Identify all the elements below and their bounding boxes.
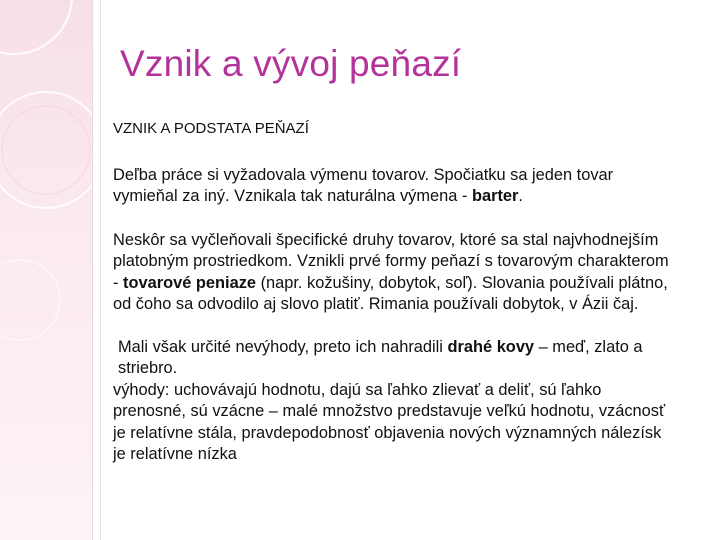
decorative-divider (100, 0, 101, 540)
paragraph-commodity-money (113, 230, 673, 316)
paragraph-text: (napr. kožušiny, dobytok, soľ). Slovania používali plátno, od čoho sa odvodilo aj slovo platiť. Rimania používali dobytok, v Ázii čaj. (113, 273, 668, 313)
paragraph-text: Deľba práce si vyžadovala výmenu tovarov. Spočiatku sa jeden tovar vymieňal za iný. Vznikala tak naturálna výmena - (113, 165, 614, 205)
section-heading: VZNIK A PODSTATA PEŇAZÍ (113, 120, 309, 137)
paragraph-barter (113, 165, 673, 208)
slide-body (113, 118, 673, 466)
paragraph-text: – meď, zlato a striebro. (118, 337, 643, 377)
slide-title: Vznik a vývoj peňazí (120, 43, 462, 84)
bold-term-barter: barter (471, 187, 519, 205)
decorative-edge-line (92, 0, 93, 540)
bold-term-commodity-money: tovarové peniaze (123, 273, 257, 292)
bold-term-precious-metals: drahé kovy (447, 337, 535, 356)
paragraph-text: . (518, 187, 523, 205)
decorative-band (0, 0, 92, 540)
paragraph-precious-metals (113, 337, 673, 380)
decorative-circles-icon (0, 0, 92, 540)
paragraph-advantages: výhody: uchovávajú hodnotu, dajú sa ľahko zlievať a deliť, sú ľahko prenosné, sú vzácne – malé množstvo predstavuje veľkú hodnotu, vzácnosť je relatívne stála, pravdepodobnosť objavenia nových významných nálezísk je relatívne nízka (113, 380, 666, 463)
paragraph-text: Mali však určité nevýhody, preto ich nahradili (118, 337, 448, 356)
paragraph-text: Neskôr sa vyčleňovali špecifické druhy tovarov, ktoré sa stal najvhodnejším platobným prostriedkom. Vznikli prvé formy peňazí s tovarovým charakterom - (113, 230, 669, 292)
